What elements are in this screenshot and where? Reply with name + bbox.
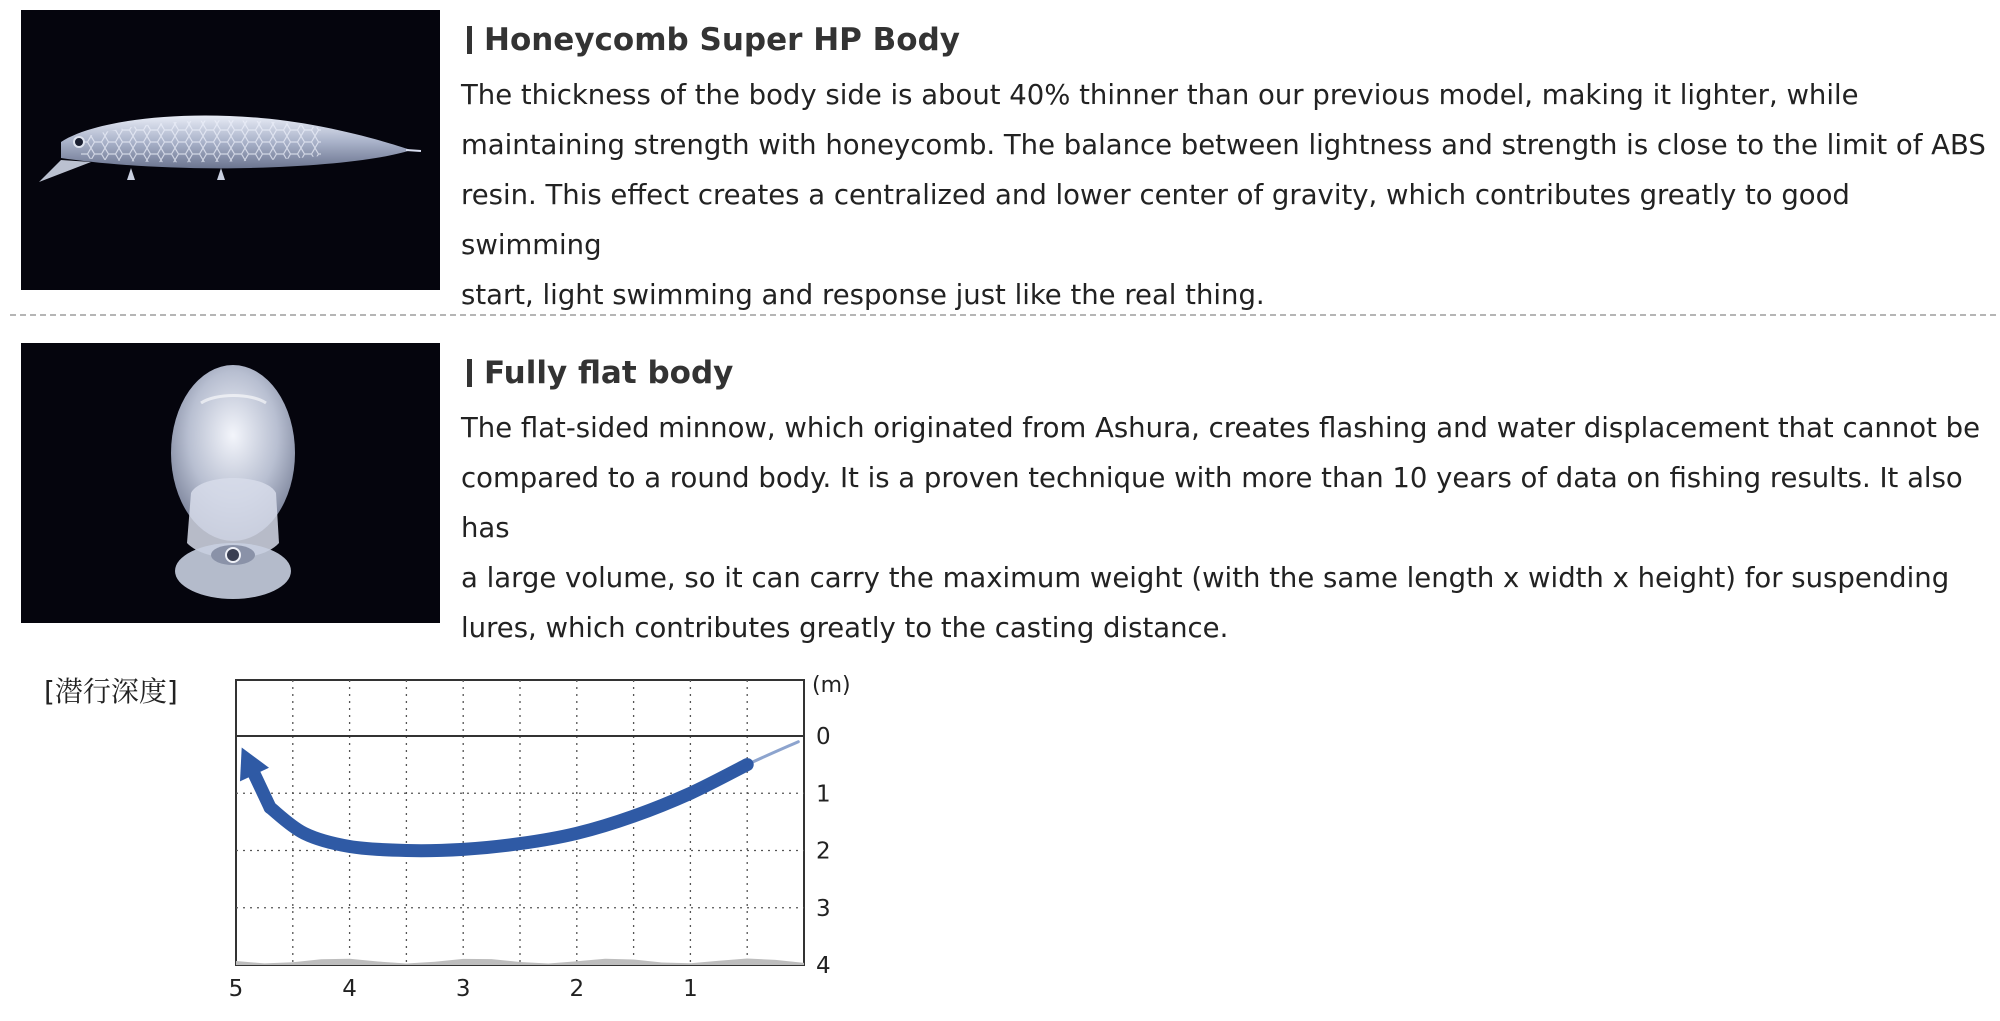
x-tick-label: 5 xyxy=(228,976,244,1002)
y-tick-label: 4 xyxy=(816,953,831,979)
x-tick-label: 3 xyxy=(455,976,471,1002)
desc-line: start, light swimming and response just like the real thing. xyxy=(461,279,1265,311)
feature-text xyxy=(461,10,1991,320)
heading-bar xyxy=(467,359,472,387)
feature-description xyxy=(461,403,1991,653)
y-axis-ticks xyxy=(816,724,831,979)
feature-title-text: Honeycomb Super HP Body xyxy=(484,22,960,58)
x-tick-label: 2 xyxy=(569,976,585,1002)
y-tick-label: 2 xyxy=(816,838,831,865)
lure-front-image xyxy=(21,343,440,623)
lure-front-illustration xyxy=(21,343,440,619)
feature-title-text: Fully flat body xyxy=(484,355,734,391)
x-axis-ticks xyxy=(229,976,698,1002)
feature-text xyxy=(461,343,1991,653)
series-line-segment xyxy=(254,775,270,808)
depth-chart xyxy=(0,650,900,1021)
desc-line: The thickness of the body side is about 40% thinner than our previous model, making it lighter, while xyxy=(461,79,1859,111)
lure-side-illustration xyxy=(21,10,440,290)
desc-line: a large volume, so it can carry the maximum weight (with the same length x width x height) for suspending xyxy=(461,562,1950,594)
desc-line: resin. This effect creates a centralized and lower center of gravity, which contributes greatly to good swimming xyxy=(461,179,1850,261)
desc-line: maintaining strength with honeycomb. The balance between lightness and strength is close to the limit of ABS xyxy=(461,129,1986,161)
y-tick-label: 0 xyxy=(816,724,831,750)
feature-description xyxy=(461,70,1991,320)
x-tick-label: 1 xyxy=(683,976,698,1002)
x-tick-label: 4 xyxy=(342,976,357,1002)
series-line-diving-depth xyxy=(270,765,747,851)
series-line-tail xyxy=(690,742,798,794)
heading-bar xyxy=(467,26,472,54)
section-divider xyxy=(10,314,1996,316)
desc-line: lures, which contributes greatly to the casting distance. xyxy=(461,612,1229,644)
lure-side-image xyxy=(21,10,440,290)
feature-title xyxy=(461,343,1991,403)
grid-layer xyxy=(236,680,804,965)
desc-line: The flat-sided minnow, which originated from Ashura, creates flashing and water displacement that cannot be xyxy=(461,412,1981,444)
chart-title: [潜行深度] xyxy=(44,675,178,708)
desc-line: compared to a round body. It is a proven technique with more than 10 years of data on fishing results. It also has xyxy=(461,462,1963,544)
feature-title xyxy=(461,10,1991,70)
y-tick-label: 1 xyxy=(816,781,831,808)
depth-chart-svg xyxy=(0,650,900,1021)
y-tick-label: 3 xyxy=(816,895,831,922)
y-axis-unit: (m) xyxy=(812,673,851,698)
